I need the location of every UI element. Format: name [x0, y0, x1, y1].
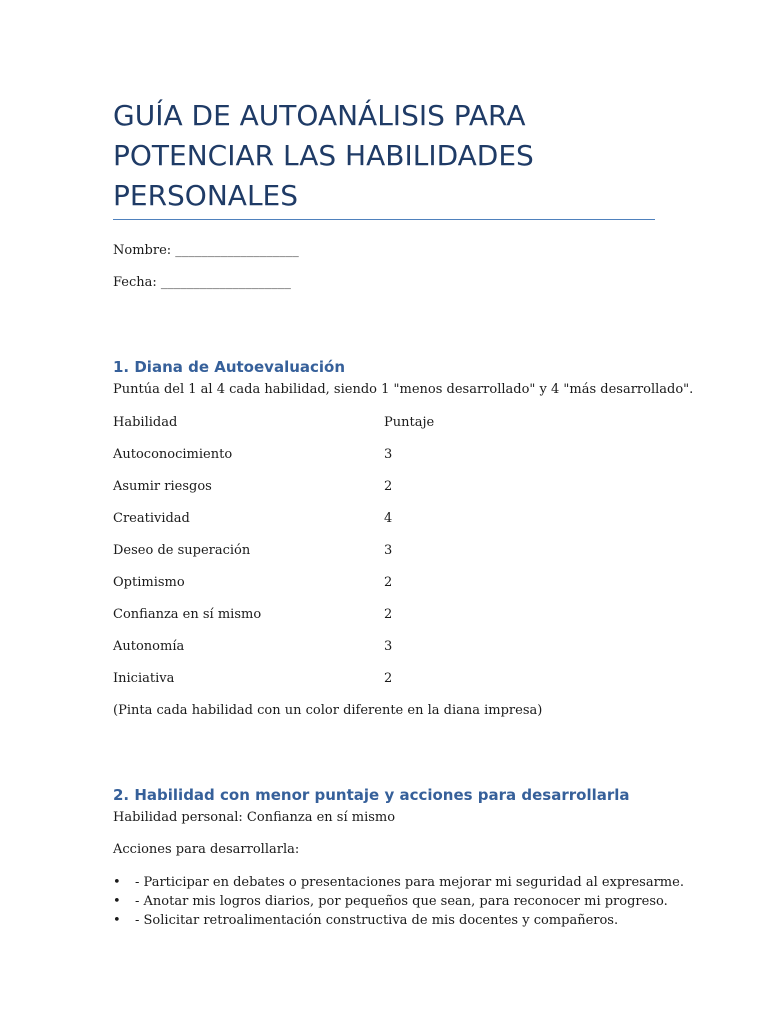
actions-list: [113, 873, 684, 930]
table-row: [113, 669, 543, 701]
date-field-line: Fecha: ____________________: [113, 275, 291, 290]
skill-score: 3: [384, 447, 393, 462]
skill-name: Confianza en sí mismo: [113, 607, 262, 622]
name-field-line: Nombre: ___________________: [113, 243, 299, 258]
table-row: [113, 477, 543, 509]
bullet-icon: •: [113, 894, 121, 909]
table-row: [113, 573, 543, 605]
column-header-skill: Habilidad: [113, 415, 178, 430]
skill-score: 2: [384, 671, 393, 686]
list-item: [113, 892, 684, 911]
document-title: [113, 96, 673, 216]
skill-name: Creatividad: [113, 511, 190, 526]
skill-score: 2: [384, 575, 393, 590]
lowest-skill-line: Habilidad personal: Confianza en sí mismo: [113, 810, 396, 825]
skill-name: Autonomía: [113, 639, 185, 654]
skill-score-table: [113, 413, 543, 701]
title-underline-rule: [113, 219, 655, 220]
section-1-instructions: Puntúa del 1 al 4 cada habilidad, siendo 1 "menos desarrollado" y 4 "más desarrollado".: [113, 382, 694, 397]
action-text: - Solicitar retroalimentación constructiva de mis docentes y compañeros.: [135, 913, 619, 928]
skill-score: 4: [384, 511, 393, 526]
table-row: [113, 445, 543, 477]
actions-label: Acciones para desarrollarla:: [113, 842, 300, 857]
bullet-icon: •: [113, 913, 121, 928]
document-title-line: POTENCIAR LAS HABILIDADES: [113, 139, 534, 172]
skill-score: 2: [384, 607, 393, 622]
table-row: [113, 637, 543, 669]
skill-name: Optimismo: [113, 575, 185, 590]
table-row: [113, 509, 543, 541]
column-header-score: Puntaje: [384, 415, 435, 430]
bullet-icon: •: [113, 875, 121, 890]
list-item: [113, 873, 684, 892]
skill-name: Autoconocimiento: [113, 447, 233, 462]
skill-score: 2: [384, 479, 393, 494]
section-2-heading: 2. Habilidad con menor puntaje y acciones para desarrollarla: [113, 786, 630, 804]
table-row: [113, 541, 543, 573]
section-1-heading: 1. Diana de Autoevaluación: [113, 358, 346, 376]
skill-score: 3: [384, 639, 393, 654]
table-row: [113, 605, 543, 637]
skill-name: Deseo de superación: [113, 543, 251, 558]
action-text: - Anotar mis logros diarios, por pequeños que sean, para reconocer mi progreso.: [135, 894, 668, 909]
skill-score: 3: [384, 543, 393, 558]
skill-name: Asumir riesgos: [113, 479, 212, 494]
list-item: [113, 911, 684, 930]
document-title-line: GUÍA DE AUTOANÁLISIS PARA: [113, 99, 526, 132]
coloring-note: (Pinta cada habilidad con un color diferente en la diana impresa): [113, 703, 543, 718]
table-header-row: [113, 413, 543, 445]
action-text: - Participar en debates o presentaciones para mejorar mi seguridad al expresarme.: [135, 875, 684, 890]
skill-name: Iniciativa: [113, 671, 175, 686]
document-title-line: PERSONALES: [113, 179, 299, 212]
